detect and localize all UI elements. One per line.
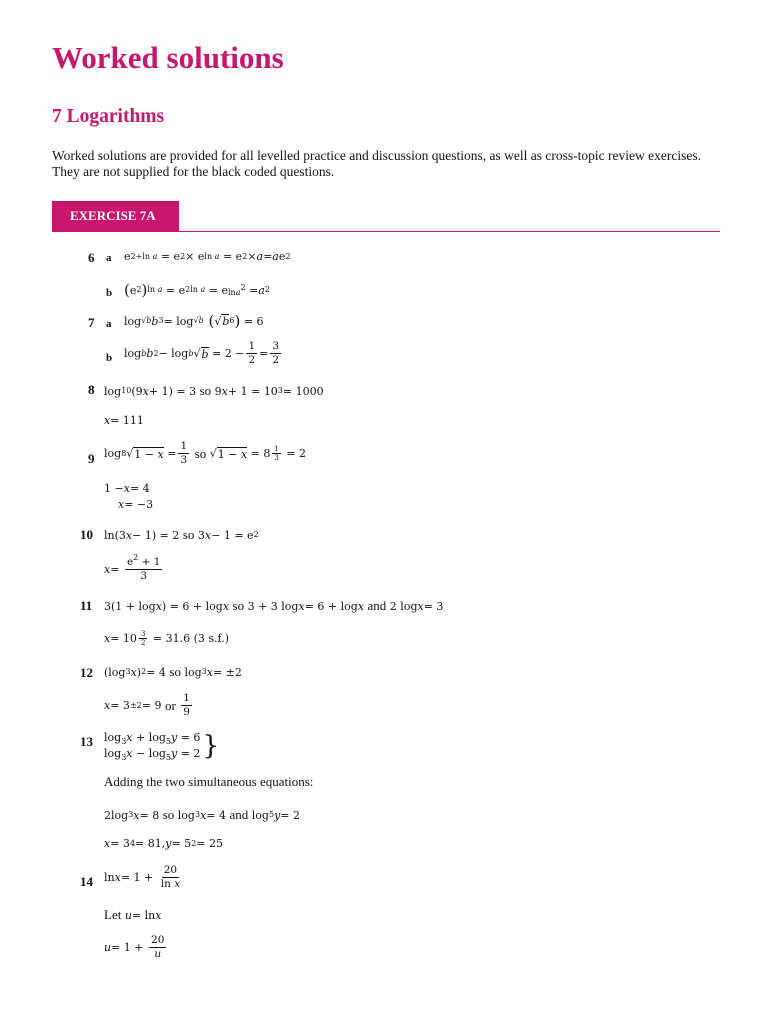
connector-text: so [232,598,245,613]
equation: 3(1 + log x ) = 6 + log x so 3 + 3 log x = 6 + log x and 2 log x = 3 [104,598,444,613]
equation: x = 111 [104,414,144,427]
exercise-label: EXERCISE 7A [52,201,179,231]
explanation-text: Let [104,907,122,922]
question-number: 6 [88,250,95,265]
equation: u = 1 + $\frac{20}{u}$ [104,934,165,960]
question-part: b [106,287,113,299]
chapter-heading: 7 Logarithms [52,106,165,127]
question-number: 7 [88,315,95,330]
question-number: 13 [80,734,93,749]
page-title: Worked solutions [52,40,284,75]
question-part: b [106,352,113,364]
equation: e 2+ln a = e 2 × e ln a = e 2 × a = a e 2 [124,250,291,263]
question-part: a [106,252,112,264]
equation-system: $\log_3x + \log_5y = 6$ $\log_3x - \log_5y = 2$ } [104,731,219,762]
connector-text: and [367,598,387,613]
explanation-text: Adding the two simultaneous equations: [104,774,314,789]
equation: 2log 3 x = 8 so log 3 x = 4 and log 5 y = 2 [104,807,300,822]
equation: x = −3 [118,498,154,511]
connector-text: so [162,807,175,822]
question-number: 10 [80,527,93,542]
equation: ln x = 1 + $\frac{20}{\text{ln x}}$ [104,864,181,890]
connector-text: so [182,527,195,542]
equation: Let u = ln x [104,907,162,922]
equation: x = $\frac{e^2 + 1}{3}$ [104,553,161,582]
equation: x = 3 4 = 81, y = 5 2 = 25 [104,837,223,850]
connector-text: so [194,445,207,461]
equation: 1 − x = 4 [104,482,150,495]
equation: (log 3 x ) 2 = 4 so log 3 x = ±2 [104,664,242,679]
equation: x = 10 $\frac{3}{2}$ = 31.6 (3 s.f.) [104,630,230,647]
connector-text: so [169,664,181,679]
connector-text: and [229,807,249,822]
equation: log √b b 3 = log √b ( √ b 6 ) = 6 [124,312,264,330]
question-number: 8 [88,382,95,397]
connector-text: so [199,383,212,398]
question-number: 12 [80,665,93,680]
equation: x = 3 ±2 = 9 or $\frac{1}{9}$ [104,692,190,718]
equation: log 8 √ 1 − x = $\frac{1}{3}$ so √ 1 − x = 8 $\frac{1}{3}$ = 2 [104,440,307,466]
exercise-header-bar [52,201,720,232]
question-number: 11 [80,598,93,613]
question-number: 9 [88,451,95,466]
question-number: 14 [80,874,93,889]
equation: ln(3 x − 1) = 2 so 3 x − 1 = e 2 [104,527,259,542]
equation: ( e 2 ) ln a = e 2ln a = e lna$^2$ = a 2 [124,281,270,299]
question-part: a [106,318,112,330]
equation: log 10 (9 x + 1) = 3 so 9 x + 1 = 10 3 = 1000 [104,383,324,398]
equation: log b b 2 − log b √ b = 2 − $\frac{1}{2}$ = $\frac{3}{2}$ [124,340,280,366]
intro-paragraph: Worked solutions are provided for all levelled practice and discussion questions, as well as cross-topic review exercises. They are not supplied for the black coded questions. [52,148,701,179]
connector-text: or [164,697,176,713]
